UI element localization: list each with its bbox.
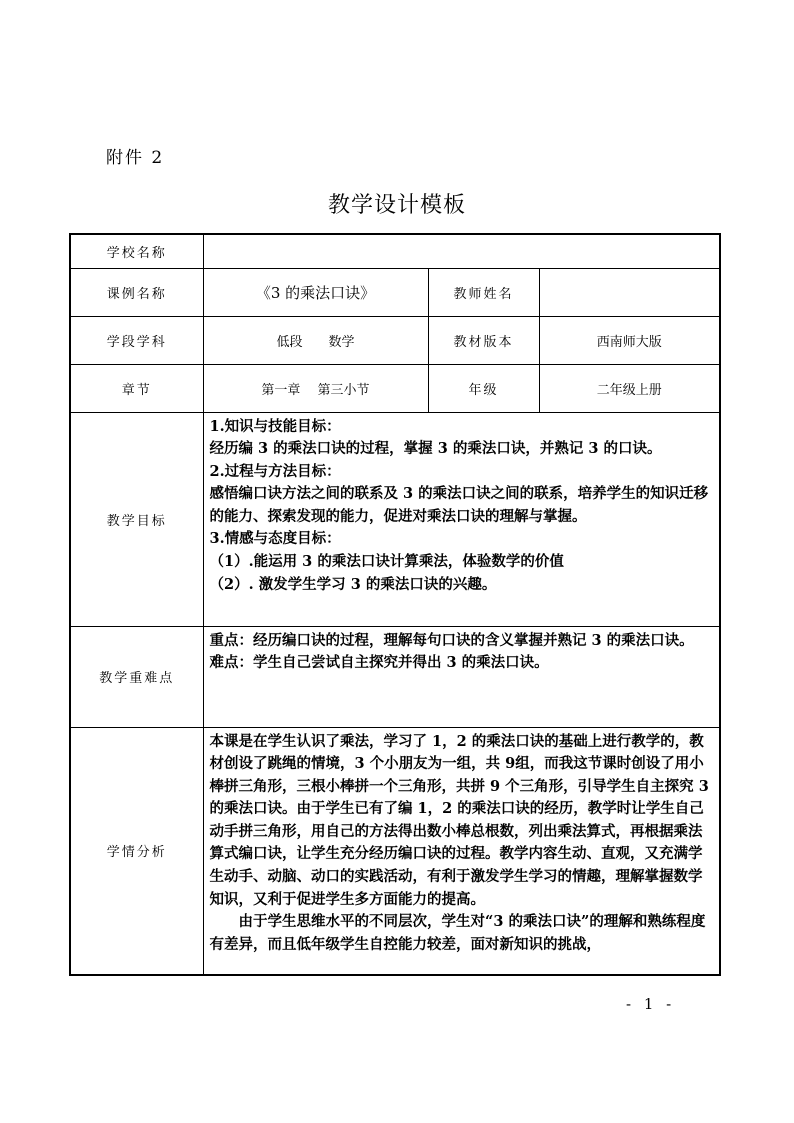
analysis-paragraph: 由于学生思维水平的不同层次，学生对“3 的乘法口诀”的理解和熟练程度有差异，而且低年级学生自控能力较差，面对新知识的挑战， xyxy=(209,913,706,953)
label-stage: 学段学科 xyxy=(70,316,203,364)
goals-line: 感悟编口诀方法之间的联系及 3 的乘法口诀之间的联系，培养学生的知识迁移的能力、探索发现的能力，促进对乘法口诀的理解与掌握。 xyxy=(209,485,709,525)
label-teacher: 教师姓名 xyxy=(428,268,539,316)
label-textbook: 教材版本 xyxy=(428,316,539,364)
goals-line: （1）.能运用 3 的乘法口诀计算乘法，体验数学的价值 xyxy=(209,553,564,571)
value-course: 《3 的乘法口诀》 xyxy=(203,268,428,316)
label-grade: 年级 xyxy=(428,364,539,412)
value-stage: 低段 数学 xyxy=(203,316,428,364)
page-title: 教学设计模板 xyxy=(327,193,466,218)
goals-line: 3.情感与态度目标： xyxy=(209,530,341,548)
value-chapter: 第一章 第三小节 xyxy=(203,364,428,412)
value-school xyxy=(203,234,720,268)
page-number: - 1 - xyxy=(626,995,676,1013)
keypoints-line: 重点：经历编口诀的过程，理解每句口诀的含义掌握并熟记 3 的乘法口诀。 xyxy=(209,631,694,649)
goals-line: 2.过程与方法目标： xyxy=(209,462,341,480)
goals-line: （2）. 激发学生学习 3 的乘法口诀的兴趣。 xyxy=(209,575,497,593)
label-keypoints: 教学重难点 xyxy=(70,626,203,727)
row-analysis xyxy=(70,727,720,975)
label-chapter: 章节 xyxy=(70,364,203,412)
value-grade: 二年级上册 xyxy=(539,364,720,412)
label-course: 课例名称 xyxy=(70,268,203,316)
row-goals xyxy=(70,412,720,626)
row-course xyxy=(70,268,720,316)
value-textbook: 西南师大版 xyxy=(539,316,720,364)
keypoints-line: 难点：学生自己尝试自主探究并得出 3 的乘法口诀。 xyxy=(209,654,549,672)
design-table xyxy=(69,233,721,976)
goals-line: 经历编 3 的乘法口诀的过程，掌握 3 的乘法口诀，并熟记 3 的口诀。 xyxy=(209,440,662,458)
goals-line: 1.知识与技能目标： xyxy=(209,417,341,435)
goals-content xyxy=(203,412,720,626)
row-stage xyxy=(70,316,720,364)
row-keypoints xyxy=(70,626,720,727)
label-school: 学校名称 xyxy=(70,234,203,268)
row-chapter xyxy=(70,364,720,412)
row-school xyxy=(70,234,720,268)
keypoints-content xyxy=(203,626,720,727)
value-teacher xyxy=(539,268,720,316)
annex-label: 附件 2 xyxy=(106,148,165,168)
label-analysis: 学情分析 xyxy=(70,727,203,975)
analysis-content xyxy=(203,727,720,975)
analysis-paragraph: 本课是在学生认识了乘法，学习了 1，2 的乘法口诀的基础上进行教学的，教材创设了跳绳的情境，3 个小朋友为一组，共 9组，而我这节课时创设了用小棒拼三角形，三根小棒拼一个三角形，共拼 9 个三角形，引导学生自主探究 3 的乘法口诀。由于学生已有了编 1，2 的乘法口诀的经历，教学时让学生自己动手拼三角形，用自己的方法得出数小棒总根数，列出乘法算式，再根据乘法算式编口诀，让学生充分经历编口诀的过程。教学内容生动、直观，又充满学生动手、动脑、动口的实践活动，有利于激发学生学习的情趣，理解掌握数学知识，又利于促进学生多方面能力的提高。 xyxy=(209,732,709,908)
label-goals: 教学目标 xyxy=(70,412,203,626)
